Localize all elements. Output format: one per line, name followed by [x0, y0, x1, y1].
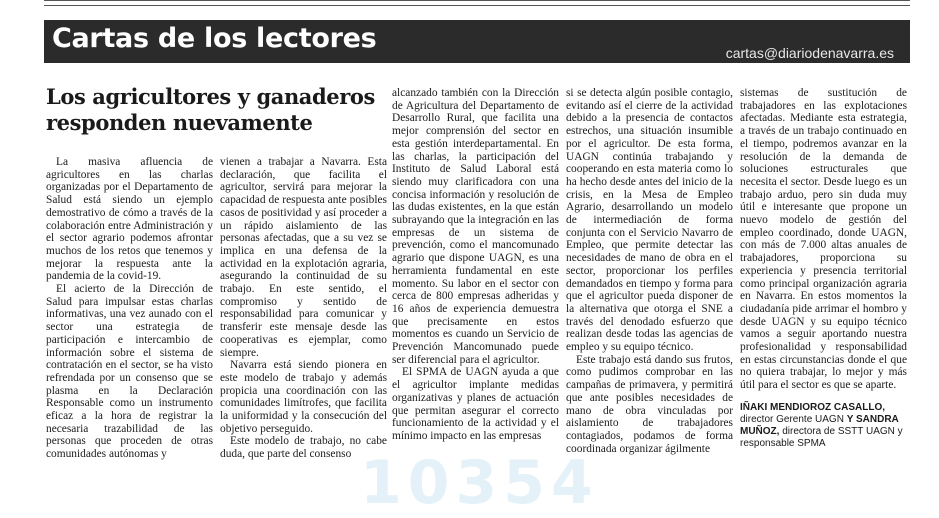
signature-role-2: directora de SSTT UAGN y responsable SPMA — [740, 425, 903, 449]
paragraph: Este trabajo está dando sus frutos, como pudimos comprobar en las campañas de primavera, y permitirá que ante posibles necesidades de mano de obra vinculadas por aislamiento de trabajadores contagiados, podamos de forma coordinada organizar ágilmente — [566, 353, 733, 455]
section-email: cartas@diariodenavarra.es — [725, 45, 894, 61]
article-headline: Los agricultores y ganaderos responden nuevamente — [46, 84, 375, 135]
paragraph: Este modelo de trabajo, no cabe duda, que parte del consenso — [220, 435, 387, 461]
paragraph: El acierto de la Dirección de Salud para impulsar estas charlas informativas, una vez aunado con el sector una estrategia de participación e intercambio de información sobre el sistema de contratación en el sector, se ha visto refrendada por un consenso que se plasma en la Declaración Responsable como un instrumento eficaz a la hora de registrar la necesaria trazabilidad de las personas que proceden de otras comunidades autónomas y — [46, 283, 213, 461]
paragraph: vienen a trabajar a Navarra. Esta declaración, que facilita el agricultor, servirá para mejorar la capacidad de respuesta ante posibles casos de positividad y así proceder a un rápido aislamiento de las personas afectadas, que a su vez se implica en una defensa de la actividad en la explotación agraria, asegurando la continuidad de su trabajo. En este sentido, el compromiso y sentido de responsabilidad para comunicar y transferir este mensaje desde las cooperativas es ejemplar, como siempre. — [220, 156, 387, 359]
article-column-5 — [740, 87, 907, 450]
signature-author-2: Y SANDRA MUÑOZ, — [740, 413, 899, 437]
article-column-4 — [566, 87, 733, 455]
signature-author-1: IÑAKI MENDIOROZ CASALLO, — [740, 401, 885, 413]
paragraph: alcanzado también con la Dirección de Agricultura del Departamento de Desarrollo Rural, que facilita una mejor comprensión del sector en esta gestión interdepartamental. En las charlas, la participación del Instituto de Salud Laboral está siendo muy clarificadora con una concisa información y resolución de las dudas existentes, en la que están subrayando que la integración en las empresas de un sistema de prevención, como el mancomunado agrario que dispone UAGN, es una herramienta fundamental en este momento. Su labor en el sector con cerca de 800 empresas adheridas y 16 años de experiencia demuestra que precisamente en estos momentos es cuando un Servicio de Prevención Mancomunado puede ser diferencial para el agricultor. — [392, 87, 559, 366]
paragraph: El SPMA de UAGN ayuda a que el agricultor implante medidas organizativas y planes de actuación que permitan asegurar el correcto funcionamiento de la actividad y el mínimo impacto en las empresas — [392, 366, 559, 442]
top-rule — [44, 0, 910, 6]
article-column-1 — [46, 156, 213, 461]
article-column-3 — [392, 87, 559, 443]
article-column-2 — [220, 156, 387, 461]
paragraph: La masiva afluencia de agricultores en las charlas organizadas por el Departamento de Salud está siendo un ejemplo demostrativo de cómo a través de la colaboración entre Administración y el sector agrario podemos afrontar muchos de los retos que tenemos y mejorar la respuesta ante la pandemia de la covid-19. — [46, 156, 213, 283]
page-number-watermark: 10354 — [360, 448, 599, 518]
paragraph: si se detecta algún posible contagio, evitando así el cierre de la actividad debido a la presencia de contactos estrechos, una situación insumible por el agricultor. De esta forma, UAGN continúa trabajando y cooperando en esta materia como lo ha hecho desde antes del inicio de la crisis, en la Mesa de Empleo Agrario, desarrollando un modelo de intermediación de forma conjunta con el Servicio Navarro de Empleo, que permite detectar las necesidades de mano de obra en el sector, proporcionar los perfiles demandados en tiempo y forma para que el agricultor pueda disponer de la alternativa que otorga el SNE a través del denodado esfuerzo que realizan desde todas las agencias de empleo y su equipo técnico. — [566, 87, 733, 354]
signature — [740, 402, 907, 450]
section-header — [44, 20, 910, 63]
paragraph: Navarra está siendo pionera en este modelo de trabajo y además propicia una coordinación con las comunidades limítrofes, que facilita la uniformidad y la consecución del objetivo perseguido. — [220, 359, 387, 435]
paragraph: sistemas de sustitución de trabajadores en las explotaciones afectadas. Mediante esta estrategia, a través de un trabajo continuado en el tiempo, podremos avanzar en la resolución de la demanda de soluciones estructurales que necesita el sector. Desde luego es un trabajo arduo, pero sin duda muy útil e interesante que propone un nuevo modelo de gestión del empleo coordinado, donde UAGN, con más de 7.000 altas anuales de trabajadores, proporciona su experiencia y presencia territorial como principal organización agraria en Navarra. En estos momentos la ciudadanía pide arrimar el hombro y desde UAGN y su equipo técnico vamos a seguir aportando nuestra profesionalidad y responsabilidad en estas circunstancias donde el que no quiera trabajar, lo mejor y más útil para el sector es que se aparte. — [740, 87, 907, 392]
signature-role-1: director Gerente UAGN — [740, 413, 844, 425]
section-title: Cartas de los lectores — [52, 23, 377, 54]
